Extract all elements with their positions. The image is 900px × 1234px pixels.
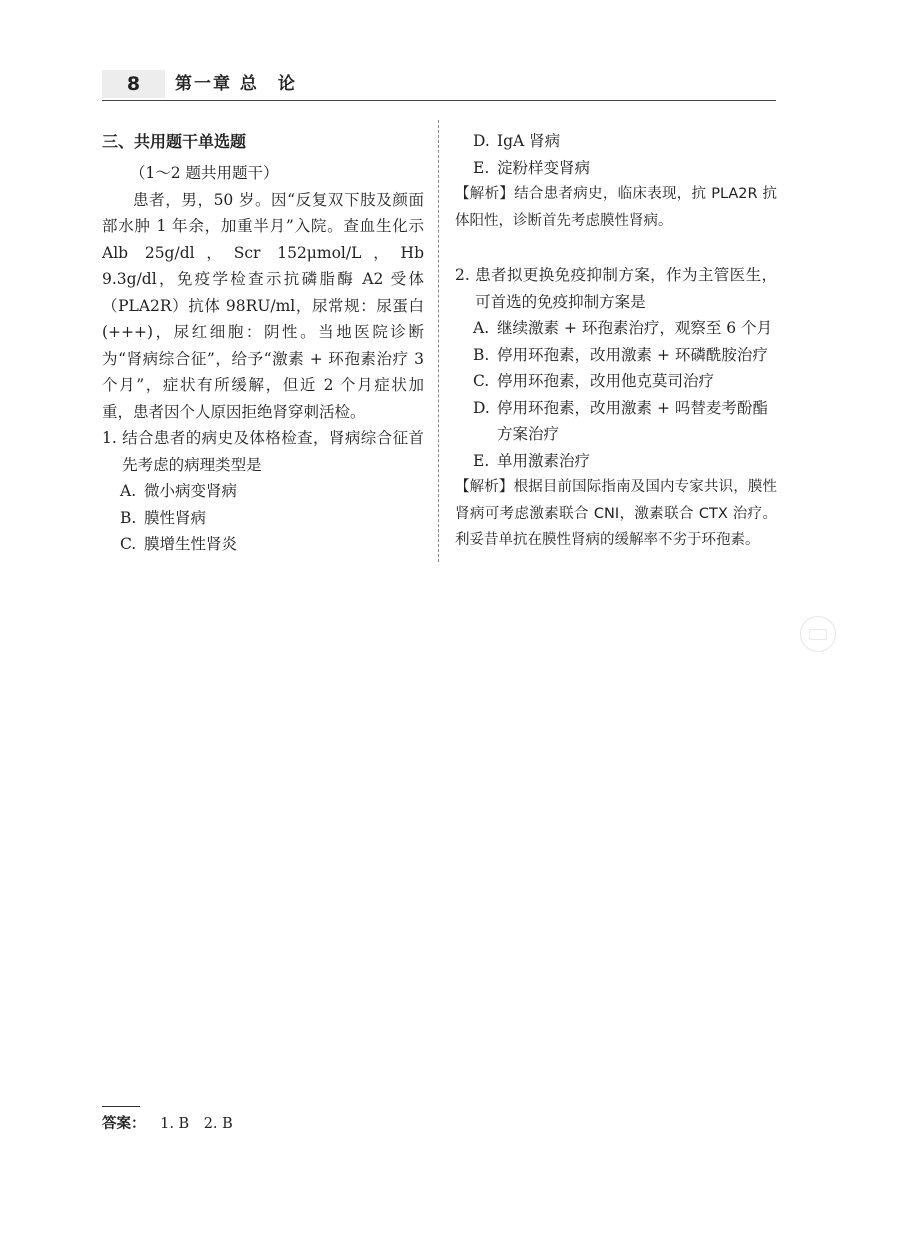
option-text: 单用激素治疗 [497, 451, 591, 470]
option-letter: D. [473, 132, 490, 150]
question-2-analysis: 【解析】根据目前国际指南及国内专家共识，膜性肾病可考虑激素联合 CNI，激素联合 CTX 治疗。利妥昔单抗在膜性肾病的缓解率不劣于环孢素。 [455, 479, 777, 548]
chapter-title: 第一章 总 论 [175, 74, 297, 94]
option-letter: B. [120, 508, 137, 527]
answer-values: 1. B 2. B [160, 1116, 233, 1132]
option-b [455, 342, 777, 369]
option-c [102, 531, 424, 558]
question-text: 结合患者的病史及体格检查，肾病综合征首先考虑的病理类型是 [122, 429, 424, 474]
option-text: 微小病变肾病 [144, 482, 238, 500]
option-text: 膜性肾病 [144, 508, 207, 527]
question-1-analysis: 【解析】结合患者病史，临床表现，抗 PLA2R 抗体阳性，诊断首先考虑膜性肾病。 [455, 186, 777, 229]
option-c [455, 368, 777, 395]
case-stem: 患者，男，50 岁。因“反复双下肢及颜面部水肿 1 年余，加重半月”入院。查血生化示 Alb 25g/dl，Scr 152μmol/L，Hb 9.3g/dl，免疫学检查示抗磷脂酶 A2 受体（PLA2R）抗体 98RU/ml，尿常规：尿蛋白(+++)，尿红细胞：阴性。当地医院诊断为“肾病综合征”，给予“激素 + 环孢素治疗 3 个月”，症状有所缓解，但近 2 个月症状加重，患者因个人原因拒绝肾穿刺活检。 [102, 190, 424, 421]
option-text: IgA 肾病 [497, 132, 561, 150]
footnote-rule [102, 1106, 140, 1107]
option-letter: A. [120, 482, 137, 500]
right-column [455, 128, 777, 554]
option-text: 淀粉样变肾病 [497, 158, 591, 177]
option-b [102, 505, 424, 532]
question-number: 2. [455, 266, 470, 284]
option-letter: C. [473, 372, 490, 390]
option-text: 停用环孢素，改用激素 + 吗替麦考酚酯方案治疗 [497, 398, 768, 443]
section-title: 三、共用题干单选题 [102, 132, 247, 151]
option-a [455, 315, 777, 342]
option-letter: A. [473, 319, 490, 337]
stem-range: （1～2 题共用题干） [129, 164, 279, 182]
option-d [455, 395, 777, 448]
option-e [455, 448, 777, 475]
column-divider [438, 120, 439, 562]
option-d [455, 128, 777, 155]
answer-label: 答案： [102, 1116, 146, 1132]
left-column [102, 128, 424, 558]
question-text: 患者拟更换免疫抑制方案，作为主管医生，可首选的免疫抑制方案是 [475, 266, 777, 311]
watermark-seal-icon [800, 616, 836, 652]
question-number: 1. [102, 429, 117, 447]
option-a [102, 478, 424, 505]
question-1 [102, 425, 424, 478]
option-text: 停用环孢素，改用他克莫司治疗 [497, 372, 715, 390]
question-2 [455, 262, 777, 315]
option-letter: C. [120, 535, 137, 553]
option-e [455, 155, 777, 182]
option-letter: E. [473, 451, 490, 470]
option-text: 继续激素 + 环孢素治疗，观察至 6 个月 [497, 319, 773, 337]
option-letter: B. [473, 345, 490, 364]
option-letter: D. [473, 398, 490, 417]
option-text: 停用环孢素，改用激素 + 环磷酰胺治疗 [497, 345, 768, 364]
page-number: 8 [126, 73, 141, 95]
header-rule [102, 100, 776, 101]
option-text: 膜增生性肾炎 [144, 535, 238, 553]
option-letter: E. [473, 158, 490, 177]
answer-key [102, 1113, 233, 1135]
